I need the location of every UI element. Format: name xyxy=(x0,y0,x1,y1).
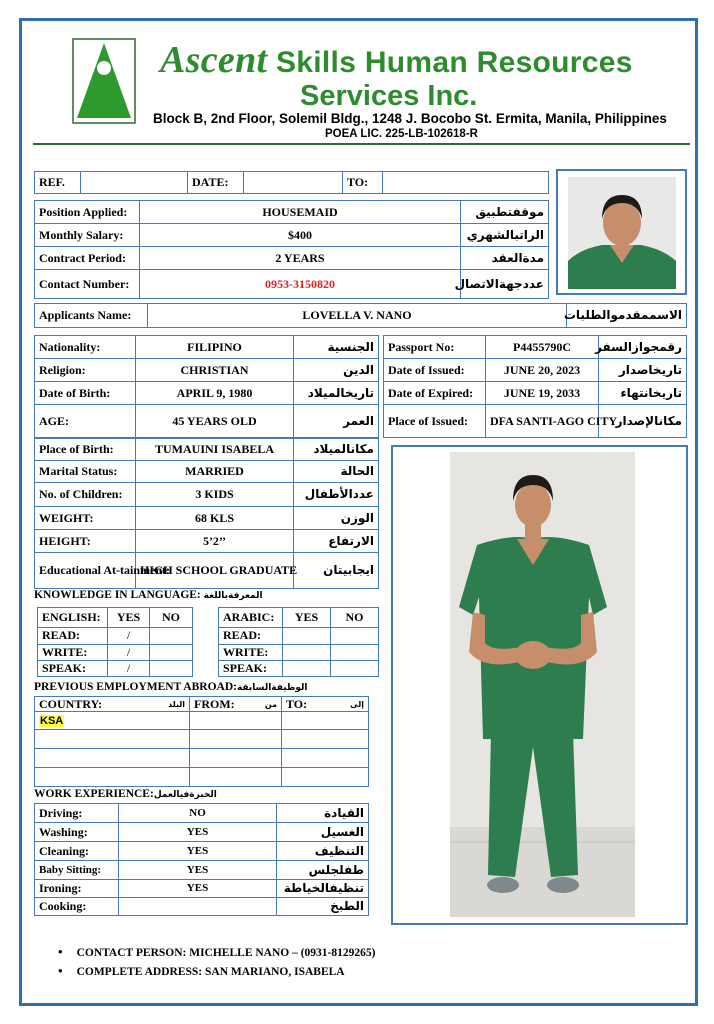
arabic-no-header: NO xyxy=(331,608,379,628)
previous-empty-cell xyxy=(190,749,282,768)
date-label: DATE: xyxy=(188,172,244,194)
profile-photo xyxy=(558,171,685,293)
previous-empty-cell xyxy=(35,749,190,768)
issued-date-label: Date of Issued: xyxy=(384,359,486,382)
issue-place-value: DFA SANTI-AGO CITY xyxy=(486,405,599,438)
education-label: Educational At-tainment: xyxy=(35,553,136,589)
age-value: 45 YEARS OLD xyxy=(136,405,294,438)
contract-value: 2 YEARS xyxy=(140,247,461,270)
ref-table xyxy=(34,171,549,194)
salary-label: Monthly Salary: xyxy=(35,224,140,247)
nationality-label: Nationality: xyxy=(35,336,136,359)
english-table xyxy=(37,607,193,677)
ironing-label: Ironing: xyxy=(35,880,119,898)
age-label-ar: العمر xyxy=(294,405,379,438)
arabic-table xyxy=(218,607,379,677)
previous-empty-cell xyxy=(282,730,369,749)
washing-value: YES xyxy=(119,823,277,842)
education-label-ar: ايجابيتان xyxy=(294,553,379,589)
work-experience-title: WORK EXPERIENCE:الخبرةفيالعمل xyxy=(34,788,217,800)
driving-value: NO xyxy=(119,804,277,823)
arabic-read-yes xyxy=(283,628,331,644)
work-experience-table xyxy=(34,803,369,916)
contact-value: 0953-3150820 xyxy=(140,270,461,299)
washing-label-ar: الغسيل xyxy=(277,823,369,842)
to-header: TO: إلى xyxy=(282,697,369,712)
salary-label-ar: الراتبالشهري xyxy=(461,224,549,247)
english-write-no xyxy=(150,644,193,660)
arabic-write-yes xyxy=(283,644,331,660)
weight-value: 68 KLS xyxy=(136,507,294,530)
previous-empty-cell xyxy=(35,768,190,787)
weight-label-ar: الوزن xyxy=(294,507,379,530)
previous-to-value xyxy=(282,712,369,730)
salary-value: $400 xyxy=(140,224,461,247)
english-read-no xyxy=(150,628,193,644)
cleaning-label: Cleaning: xyxy=(35,842,119,861)
english-no-header: NO xyxy=(150,608,193,628)
arabic-speak-yes xyxy=(283,660,331,676)
arabic-header: ARABIC: xyxy=(219,608,283,628)
cleaning-value: YES xyxy=(119,842,277,861)
company-license: POEA LIC. 225-LB-102618-R xyxy=(325,128,478,140)
arabic-read-no xyxy=(331,628,379,644)
dob-label-ar: تاريخالميلاد xyxy=(294,382,379,405)
age-label: AGE: xyxy=(35,405,136,438)
previous-employment-table xyxy=(34,696,369,787)
expiry-date-label: Date of Expired: xyxy=(384,382,486,405)
english-yes-header: YES xyxy=(108,608,150,628)
driving-label: Driving: xyxy=(35,804,119,823)
personal-table-2 xyxy=(34,438,379,589)
previous-country-value: KSA xyxy=(35,712,190,730)
full-body-photo xyxy=(393,447,686,923)
marital-label-ar: الحالة xyxy=(294,461,379,483)
passport-table xyxy=(383,335,687,438)
profile-photo-frame xyxy=(556,169,687,295)
english-write-yes: / xyxy=(108,644,150,660)
ironing-label-ar: تنظيفالخياطة xyxy=(277,880,369,898)
height-label-ar: الارتفاع xyxy=(294,530,379,553)
contract-label: Contract Period: xyxy=(35,247,140,270)
contact-label: Contact Number: xyxy=(35,270,140,299)
children-value: 3 KIDS xyxy=(136,483,294,507)
expiry-date-label-ar: تاريخانتهاء xyxy=(599,382,687,405)
religion-value: CHRISTIAN xyxy=(136,359,294,382)
applicant-name: LOVELLA V. NANO xyxy=(148,304,567,328)
footer-contact-list xyxy=(58,944,375,982)
language-section-title: KNOWLEDGE IN LANGUAGE: المعرفةباللغة xyxy=(34,589,263,601)
marital-value: MARRIED xyxy=(136,461,294,483)
english-speak-no xyxy=(150,660,193,676)
issued-date-value: JUNE 20, 2023 xyxy=(486,359,599,382)
position-label-ar: موقفتطبيق xyxy=(461,201,549,224)
position-label: Position Applied: xyxy=(35,201,140,224)
arabic-read-label: READ: xyxy=(219,628,283,644)
previous-empty-cell xyxy=(35,730,190,749)
children-label: No. of Children: xyxy=(35,483,136,507)
applicant-label-ar: الاسممقدموالطلبات xyxy=(567,304,687,328)
english-speak-label: SPEAK: xyxy=(38,660,108,676)
issue-place-label: Place of Issued: xyxy=(384,405,486,438)
passport-label-ar: رقمجوازالسفر xyxy=(599,336,687,359)
birthplace-value: TUMAUINI ISABELA xyxy=(136,439,294,461)
company-logo xyxy=(72,38,136,124)
washing-label: Washing: xyxy=(35,823,119,842)
to-label: TO: xyxy=(343,172,383,194)
previous-empty-cell xyxy=(282,749,369,768)
height-value: 5’2’’ xyxy=(136,530,294,553)
religion-label-ar: الدين xyxy=(294,359,379,382)
cleaning-label-ar: التنظيف xyxy=(277,842,369,861)
country-header: COUNTRY: البلد xyxy=(35,697,190,712)
cooking-value xyxy=(119,898,277,916)
arabic-speak-no xyxy=(331,660,379,676)
passport-value: P4455790C xyxy=(486,336,599,359)
birthplace-label: Place of Birth: xyxy=(35,439,136,461)
driving-label-ar: القيادة xyxy=(277,804,369,823)
english-speak-yes: / xyxy=(108,660,150,676)
passport-label: Passport No: xyxy=(384,336,486,359)
complete-address: • COMPLETE ADDRESS: SAN MARIANO, ISABELA xyxy=(58,963,375,979)
education-value: HIGH SCHOOL GRADUATE xyxy=(136,553,294,589)
from-header: FROM: من xyxy=(190,697,282,712)
previous-from-value xyxy=(190,712,282,730)
previous-empty-cell xyxy=(190,768,282,787)
babysitting-value: YES xyxy=(119,861,277,880)
babysitting-label: Baby Sitting: xyxy=(35,861,119,880)
english-write-label: WRITE: xyxy=(38,644,108,660)
position-value: HOUSEMAID xyxy=(140,201,461,224)
ref-label: REF. xyxy=(35,172,81,194)
ref-value[interactable] xyxy=(81,172,188,194)
company-address: Block B, 2nd Floor, Solemil Bldg., 1248 J. Bocobo St. Ermita, Manila, Philippines xyxy=(153,111,667,126)
previous-employment-title: PREVIOUS EMPLOYMENT ABROAD:الوظيفةالسابقة xyxy=(34,681,308,693)
contact-person: • CONTACT PERSON: MICHELLE NANO – (0931-8129265) xyxy=(58,944,375,960)
arabic-yes-header: YES xyxy=(283,608,331,628)
arabic-speak-label: SPEAK: xyxy=(219,660,283,676)
height-label: HEIGHT: xyxy=(35,530,136,553)
issue-place-label-ar: مكانالإصدار xyxy=(599,405,687,438)
job-table xyxy=(34,200,549,299)
applicant-table xyxy=(34,303,687,328)
english-header: ENGLISH: xyxy=(38,608,108,628)
religion-label: Religion: xyxy=(35,359,136,382)
dob-label: Date of Birth: xyxy=(35,382,136,405)
personal-table xyxy=(34,335,379,438)
previous-empty-cell xyxy=(190,730,282,749)
children-label-ar: عددالأطفال xyxy=(294,483,379,507)
company-name-line2: Services Inc. xyxy=(300,80,478,112)
english-read-yes: / xyxy=(108,628,150,644)
to-value[interactable] xyxy=(383,172,549,194)
arabic-write-label: WRITE: xyxy=(219,644,283,660)
previous-empty-cell xyxy=(282,768,369,787)
dob-value: APRIL 9, 1980 xyxy=(136,382,294,405)
issued-date-label-ar: تاريخاصدار xyxy=(599,359,687,382)
weight-label: WEIGHT: xyxy=(35,507,136,530)
date-value[interactable] xyxy=(244,172,343,194)
contact-label-ar: عددجهةالاتصال xyxy=(461,270,549,299)
full-body-photo-frame xyxy=(391,445,688,925)
header-divider xyxy=(33,143,690,145)
nationality-value: FILIPINO xyxy=(136,336,294,359)
expiry-date-value: JUNE 19, 2033 xyxy=(486,382,599,405)
birthplace-label-ar: مكانالميلاد xyxy=(294,439,379,461)
ironing-value: YES xyxy=(119,880,277,898)
babysitting-label-ar: طفلجلس xyxy=(277,861,369,880)
company-name: Ascent Skills Human Resources xyxy=(160,39,633,81)
nationality-label-ar: الجنسية xyxy=(294,336,379,359)
contract-label-ar: مدةالعقد xyxy=(461,247,549,270)
applicant-label: Applicants Name: xyxy=(35,304,148,328)
cooking-label: Cooking: xyxy=(35,898,119,916)
arabic-write-no xyxy=(331,644,379,660)
cooking-label-ar: الطبخ xyxy=(277,898,369,916)
english-read-label: READ: xyxy=(38,628,108,644)
marital-label: Marital Status: xyxy=(35,461,136,483)
